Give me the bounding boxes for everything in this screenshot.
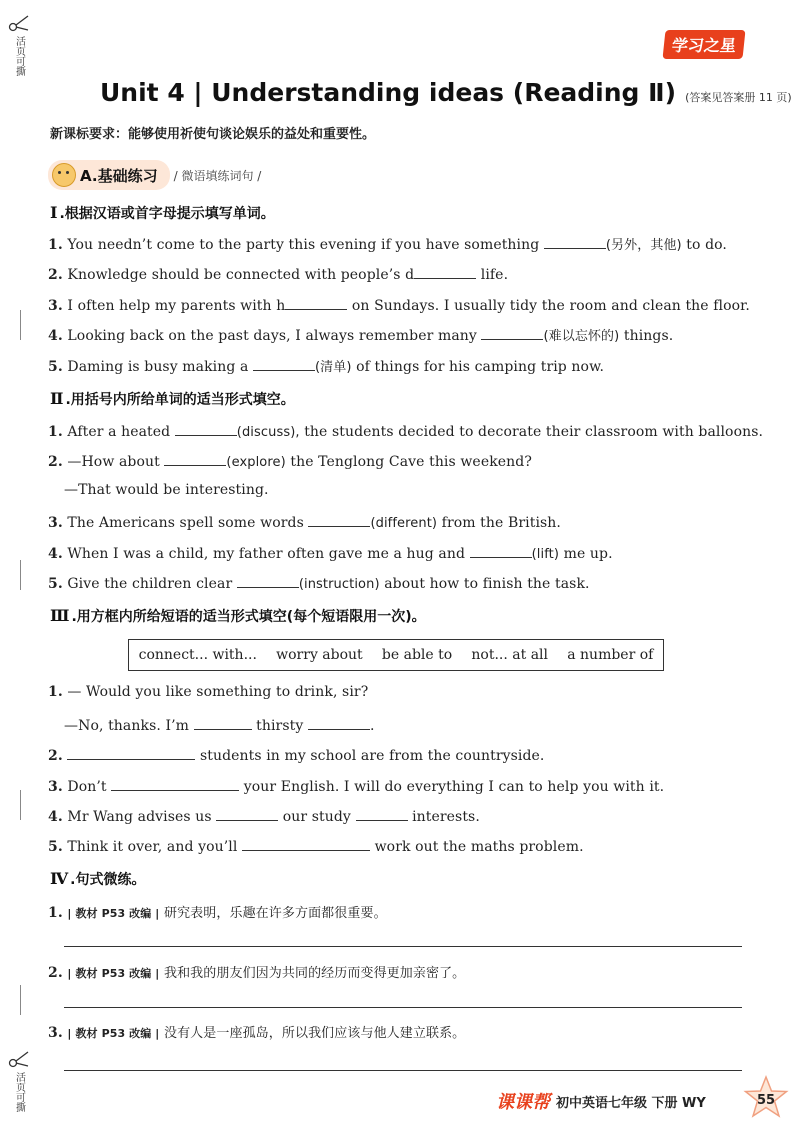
source-tag: | 教材 P53 改编 | bbox=[67, 967, 160, 980]
part-3-question-4: 4. Mr Wang advises us our study interests. bbox=[48, 806, 480, 825]
phrase-item: a number of bbox=[567, 647, 654, 663]
part-2-question-2: 2. —How about (explore) the Tenglong Cave this weekend? bbox=[48, 451, 532, 470]
section-a-header bbox=[48, 160, 261, 190]
smiley-icon bbox=[52, 163, 76, 187]
part-2-question-3: 3. The Americans spell some words (different) from the British. bbox=[48, 512, 561, 531]
part-4-question-2: 2. | 教材 P53 改编 | 我和我的朋友们因为共同的经历而变得更加亲密了。 bbox=[48, 965, 466, 981]
answer-blank[interactable] bbox=[194, 715, 252, 730]
phrase-item: be able to bbox=[381, 647, 453, 663]
page-title-row bbox=[100, 78, 792, 107]
part-3-question-3: 3. Don’t your English. I will do everything I can to help you with it. bbox=[48, 776, 664, 795]
answer-blank[interactable] bbox=[111, 776, 239, 791]
answer-blank[interactable] bbox=[253, 356, 315, 371]
curriculum-standard: 新课标要求：能够使用祈使句谈论娱乐的益处和重要性。 bbox=[50, 127, 376, 142]
part-2-roman: Ⅱ bbox=[50, 389, 64, 408]
part-3-heading bbox=[50, 606, 426, 626]
part-1-question-4: 4. Looking back on the past days, I always remember many (难以忘怀的) things. bbox=[48, 325, 673, 344]
part-1-heading bbox=[50, 203, 275, 223]
page-number-star-icon bbox=[742, 1074, 790, 1122]
part-4-instruction: .句式微练。 bbox=[70, 872, 146, 888]
part-3-question-1: 1. — Would you like something to drink, sir? bbox=[48, 684, 369, 700]
part-2-question-5: 5. Give the children clear (instruction) about how to finish the task. bbox=[48, 573, 590, 592]
part-3-roman: Ⅲ bbox=[50, 606, 70, 625]
answer-blank[interactable] bbox=[414, 264, 476, 279]
part-2-question-1: 1. After a heated (discuss), the students decided to decorate their classroom with balloons. bbox=[48, 421, 763, 440]
part-1-question-5: 5. Daming is busy making a (清单) of things for his camping trip now. bbox=[48, 356, 604, 375]
tear-dash bbox=[20, 310, 21, 340]
part-4-heading bbox=[50, 869, 145, 889]
answer-blank[interactable] bbox=[242, 836, 370, 851]
phrase-box bbox=[128, 639, 664, 671]
part-2-heading bbox=[50, 389, 295, 409]
section-a-pill bbox=[48, 160, 170, 190]
part-1-roman: Ⅰ bbox=[50, 203, 58, 222]
part-1-question-3: 3. I often help my parents with h on Sundays. I usually tidy the room and clean the floor. bbox=[48, 295, 750, 314]
answer-line-3[interactable] bbox=[64, 1070, 742, 1071]
section-a-title: A.基础练习 bbox=[80, 166, 158, 185]
part-1-instruction: .根据汉语或首字母提示填写单词。 bbox=[59, 206, 275, 222]
answer-blank[interactable] bbox=[67, 745, 195, 760]
tear-dash bbox=[20, 790, 21, 820]
answer-blank[interactable] bbox=[164, 451, 226, 466]
answer-blank[interactable] bbox=[544, 234, 606, 249]
answer-blank[interactable] bbox=[285, 295, 347, 310]
tear-label-bottom: 活页可撕 bbox=[13, 1072, 25, 1112]
answer-line-1[interactable] bbox=[64, 946, 742, 947]
part-3-instruction: .用方框内所给短语的适当形式填空(每个短语限用一次)。 bbox=[71, 609, 426, 625]
answer-blank[interactable] bbox=[356, 806, 408, 821]
part-3-question-2: 2. students in my school are from the countryside. bbox=[48, 745, 544, 764]
tear-mark-bottom bbox=[4, 1050, 34, 1116]
footer-brand: 课课帮 bbox=[496, 1092, 550, 1113]
phrase-item: connect... with... bbox=[138, 647, 257, 663]
source-tag: | 教材 P53 改编 | bbox=[67, 1027, 160, 1040]
tear-mark-top bbox=[4, 14, 34, 80]
part-1-question-1: 1. You needn’t come to the party this evening if you have something (另外，其他) to do. bbox=[48, 234, 727, 253]
tear-dash bbox=[20, 560, 21, 590]
margin-strip bbox=[0, 0, 36, 1136]
answer-line-2[interactable] bbox=[64, 1007, 742, 1008]
scissors-icon bbox=[8, 1050, 30, 1068]
answer-blank[interactable] bbox=[216, 806, 278, 821]
phrase-item: worry about bbox=[276, 647, 363, 663]
part-3-question-1-reply: —No, thanks. I’m thirsty . bbox=[64, 715, 375, 734]
answer-blank[interactable] bbox=[470, 543, 532, 558]
answer-blank[interactable] bbox=[308, 715, 370, 730]
scissors-icon bbox=[8, 14, 30, 32]
answer-reference: (答案见答案册 11 页) bbox=[685, 91, 792, 104]
page-title: Unit 4 | Understanding ideas (Reading Ⅱ) bbox=[100, 78, 677, 107]
tear-dash bbox=[20, 985, 21, 1015]
brand-badge: 学习之星 bbox=[662, 30, 745, 59]
answer-blank[interactable] bbox=[308, 512, 370, 527]
part-4-question-1: 1. | 教材 P53 改编 | 研究表明，乐趣在许多方面都很重要。 bbox=[48, 905, 387, 921]
tear-label-top: 活页可撕 bbox=[13, 36, 25, 76]
answer-blank[interactable] bbox=[237, 573, 299, 588]
source-tag: | 教材 P53 改编 | bbox=[67, 907, 160, 920]
part-4-roman: Ⅳ bbox=[50, 869, 69, 888]
answer-blank[interactable] bbox=[175, 421, 237, 436]
page-footer bbox=[496, 1088, 706, 1114]
part-2-instruction: .用括号内所给单词的适当形式填空。 bbox=[65, 392, 295, 408]
section-a-subtitle: / 微语填练词句 / bbox=[173, 168, 262, 183]
part-3-question-5: 5. Think it over, and you’ll work out the maths problem. bbox=[48, 836, 584, 855]
part-4-question-3: 3. | 教材 P53 改编 | 没有人是一座孤岛，所以我们应该与他人建立联系。 bbox=[48, 1025, 466, 1041]
answer-blank[interactable] bbox=[481, 325, 543, 340]
part-2-question-4: 4. When I was a child, my father often gave me a hug and (lift) me up. bbox=[48, 543, 613, 562]
part-2-question-2-reply: —That would be interesting. bbox=[64, 482, 269, 498]
phrase-item: not... at all bbox=[471, 647, 549, 663]
page-number: 55 bbox=[756, 1093, 776, 1108]
footer-book-title: 初中英语七年级 下册 WY bbox=[556, 1095, 706, 1111]
part-1-question-2: 2. Knowledge should be connected with people’s d life. bbox=[48, 264, 508, 283]
